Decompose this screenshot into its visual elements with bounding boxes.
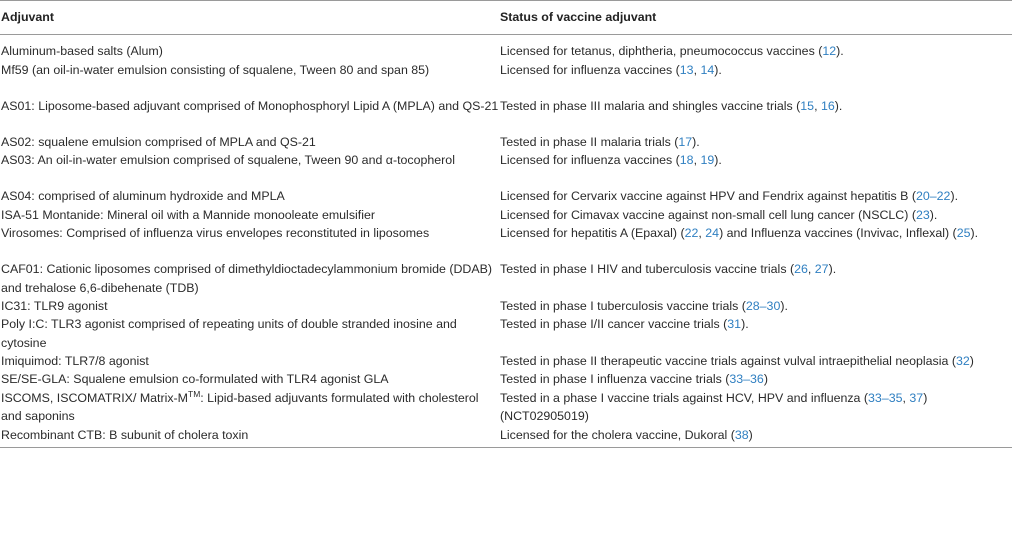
status-cell <box>499 35 1012 61</box>
table-row <box>0 151 1012 187</box>
table-row <box>0 352 1012 371</box>
status-text: Licensed for Cimavax vaccine against non-small cell lung cancer (NSCLC) ( <box>500 207 916 222</box>
status-cell <box>499 315 1012 352</box>
adjuvant-text: : Lipid-based adjuvants formulated with cholesterol and saponins <box>1 390 479 424</box>
status-text: Tested in phase II therapeutic vaccine trials against vulval intraepithelial neoplasia ( <box>500 353 956 368</box>
status-text: Tested in phase I influenza vaccine trials ( <box>500 372 730 387</box>
table-row <box>0 224 1012 260</box>
reference-link[interactable]: 15 <box>800 98 815 113</box>
reference-link[interactable]: 33–36 <box>729 372 764 387</box>
reference-link[interactable]: 25 <box>956 226 971 241</box>
adjuvant-cell: IC31: TLR9 agonist <box>1 298 108 313</box>
adjuvant-cell: Aluminum-based salts (Alum) <box>1 44 163 59</box>
status-text: Licensed for Cervarix vaccine against HPV and Fendrix against hepatitis B ( <box>500 189 916 204</box>
status-cell <box>499 133 1012 152</box>
status-text: ). <box>828 262 837 277</box>
adjuvant-cell: Recombinant CTB: B subunit of cholera toxin <box>0 426 499 448</box>
table-row <box>0 187 1012 206</box>
reference-link[interactable]: 22 <box>684 226 699 241</box>
adjuvant-cell <box>0 389 499 426</box>
status-text: ) <box>969 353 974 368</box>
reference-link[interactable]: 20–22 <box>915 189 951 204</box>
status-cell: Tested in phase I HIV and tuberculosis vaccine trials (26, 27). <box>500 262 837 277</box>
status-cell: Licensed for hepatitis A (Epaxal) (22, 24) and Influenza vaccines (Invivac, Inflexal) (25). <box>500 226 979 241</box>
status-cell: Licensed for influenza vaccines (18, 19). <box>500 153 722 168</box>
reference-link[interactable]: 26 <box>794 262 808 277</box>
status-text: ). <box>836 44 844 59</box>
adjuvant-cell: ISA-51 Montanide: Mineral oil with a Mannide monooleate emulsifier <box>1 207 375 222</box>
status-cell <box>499 352 1012 371</box>
table-row <box>0 35 1012 61</box>
status-cell: Licensed for influenza vaccines (13, 14). <box>500 62 722 77</box>
adjuvant-cell: Poly I:C: TLR3 agonist comprised of repeating units of double stranded inosine and cytosine <box>1 317 457 350</box>
adjuvant-cell: SE/SE-GLA: Squalene emulsion co-formulated with TLR4 agonist GLA <box>1 372 389 387</box>
status-text: ) <box>748 427 753 442</box>
reference-link[interactable]: 27 <box>814 262 829 277</box>
status-text: ). <box>780 298 788 313</box>
adjuvant-text: ISCOMS, ISCOMATRIX/ Matrix-M <box>1 390 189 405</box>
table-body <box>0 35 1012 448</box>
status-text: Tested in phase II malaria trials ( <box>500 134 679 149</box>
status-text: ). <box>714 62 722 77</box>
adjuvant-cell: CAF01: Cationic liposomes comprised of dimethyldioctadecylammonium bromide (DDAB) and trehalose 6,6-dibehenate (TDB) <box>1 262 492 295</box>
reference-link[interactable]: 38 <box>734 427 749 442</box>
status-text: Tested in phase III malaria and shingles vaccine trials ( <box>500 98 801 113</box>
reference-link[interactable]: 19 <box>700 153 715 168</box>
reference-link[interactable]: 33–35 <box>868 390 903 405</box>
reference-link[interactable]: 14 <box>700 62 715 77</box>
status-text: ). <box>950 189 959 204</box>
reference-link[interactable]: 37 <box>909 390 924 405</box>
column-header-status: Status of vaccine adjuvant <box>499 1 1012 35</box>
status-cell <box>499 297 1012 316</box>
table-row <box>0 133 1012 152</box>
trademark-superscript: TM <box>188 388 201 399</box>
adjuvant-cell: AS02: squalene emulsion comprised of MPLA and QS-21 <box>1 134 316 149</box>
status-text: Licensed for influenza vaccines ( <box>500 153 680 168</box>
adjuvant-cell: Virosomes: Comprised of influenza virus envelopes reconstituted in liposomes <box>1 226 430 241</box>
reference-link[interactable]: 24 <box>705 226 720 241</box>
status-cell: Tested in a phase I vaccine trials against HCV, HPV and influenza (33–35, 37) (NCT02905019) <box>500 390 928 424</box>
status-cell <box>499 426 1012 448</box>
status-text: ). <box>834 98 843 113</box>
table-header <box>0 1 1012 35</box>
status-text: Tested in a phase I vaccine trials against HCV, HPV and influenza ( <box>500 390 869 405</box>
table-row <box>0 370 1012 389</box>
status-cell: Tested in phase III malaria and shingles vaccine trials (15, 16). <box>500 98 843 113</box>
table-row <box>0 61 1012 97</box>
reference-link[interactable]: 23 <box>915 207 930 222</box>
status-text: ). <box>714 153 722 168</box>
adjuvant-cell: AS03: An oil-in-water emulsion comprised of squalene, Tween 90 and α-tocopherol <box>1 153 455 168</box>
reference-link[interactable]: 13 <box>679 62 694 77</box>
table-row <box>0 297 1012 316</box>
table-row <box>0 426 1012 448</box>
status-text: Tested in phase I HIV and tuberculosis vaccine trials ( <box>500 262 795 277</box>
status-cell <box>499 187 1012 206</box>
status-text: ). <box>929 207 938 222</box>
reference-link[interactable]: 16 <box>820 98 835 113</box>
status-text: Licensed for hepatitis A (Epaxal) ( <box>500 226 685 241</box>
adjuvant-cell: AS01: Liposome-based adjuvant comprised of Monophosphoryl Lipid A (MPLA) and QS-21 <box>1 98 499 113</box>
status-cell <box>499 206 1012 225</box>
table-row <box>0 389 1012 426</box>
adjuvant-cell: Mf59 (an oil-in-water emulsion consisting of squalene, Tween 80 and span 85) <box>1 62 430 77</box>
reference-link[interactable]: 12 <box>822 44 837 59</box>
status-text: ) and Influenza vaccines (Invivac, Inflexal) ( <box>719 226 957 241</box>
reference-link[interactable]: 18 <box>679 153 694 168</box>
status-text: ). <box>970 226 979 241</box>
status-cell <box>499 370 1012 389</box>
table-row <box>0 97 1012 133</box>
table-row <box>0 260 1012 297</box>
table-row <box>0 206 1012 225</box>
status-text: ) (NCT02905019) <box>500 390 928 424</box>
adjuvant-cell: AS04: comprised of aluminum hydroxide and MPLA <box>1 189 285 204</box>
status-text: ). <box>692 134 700 149</box>
column-header-adjuvant: Adjuvant <box>0 1 499 35</box>
status-text: ). <box>741 317 749 332</box>
reference-link[interactable]: 17 <box>678 134 693 149</box>
status-text: Tested in phase I tuberculosis vaccine trials ( <box>500 298 746 313</box>
status-text: ) <box>763 372 768 387</box>
reference-link[interactable]: 32 <box>955 353 970 368</box>
status-text: Tested in phase I/II cancer vaccine trials ( <box>500 317 728 332</box>
status-text: Licensed for influenza vaccines ( <box>500 62 680 77</box>
adjuvant-cell: Imiquimod: TLR7/8 agonist <box>1 353 149 368</box>
header-row <box>0 1 1012 35</box>
table-row <box>0 315 1012 352</box>
status-text: Licensed for tetanus, diphtheria, pneumococcus vaccines ( <box>500 44 823 59</box>
reference-link[interactable]: 28–30 <box>745 298 781 313</box>
reference-link[interactable]: 31 <box>727 317 742 332</box>
status-text: Licensed for the cholera vaccine, Dukoral ( <box>500 427 735 442</box>
